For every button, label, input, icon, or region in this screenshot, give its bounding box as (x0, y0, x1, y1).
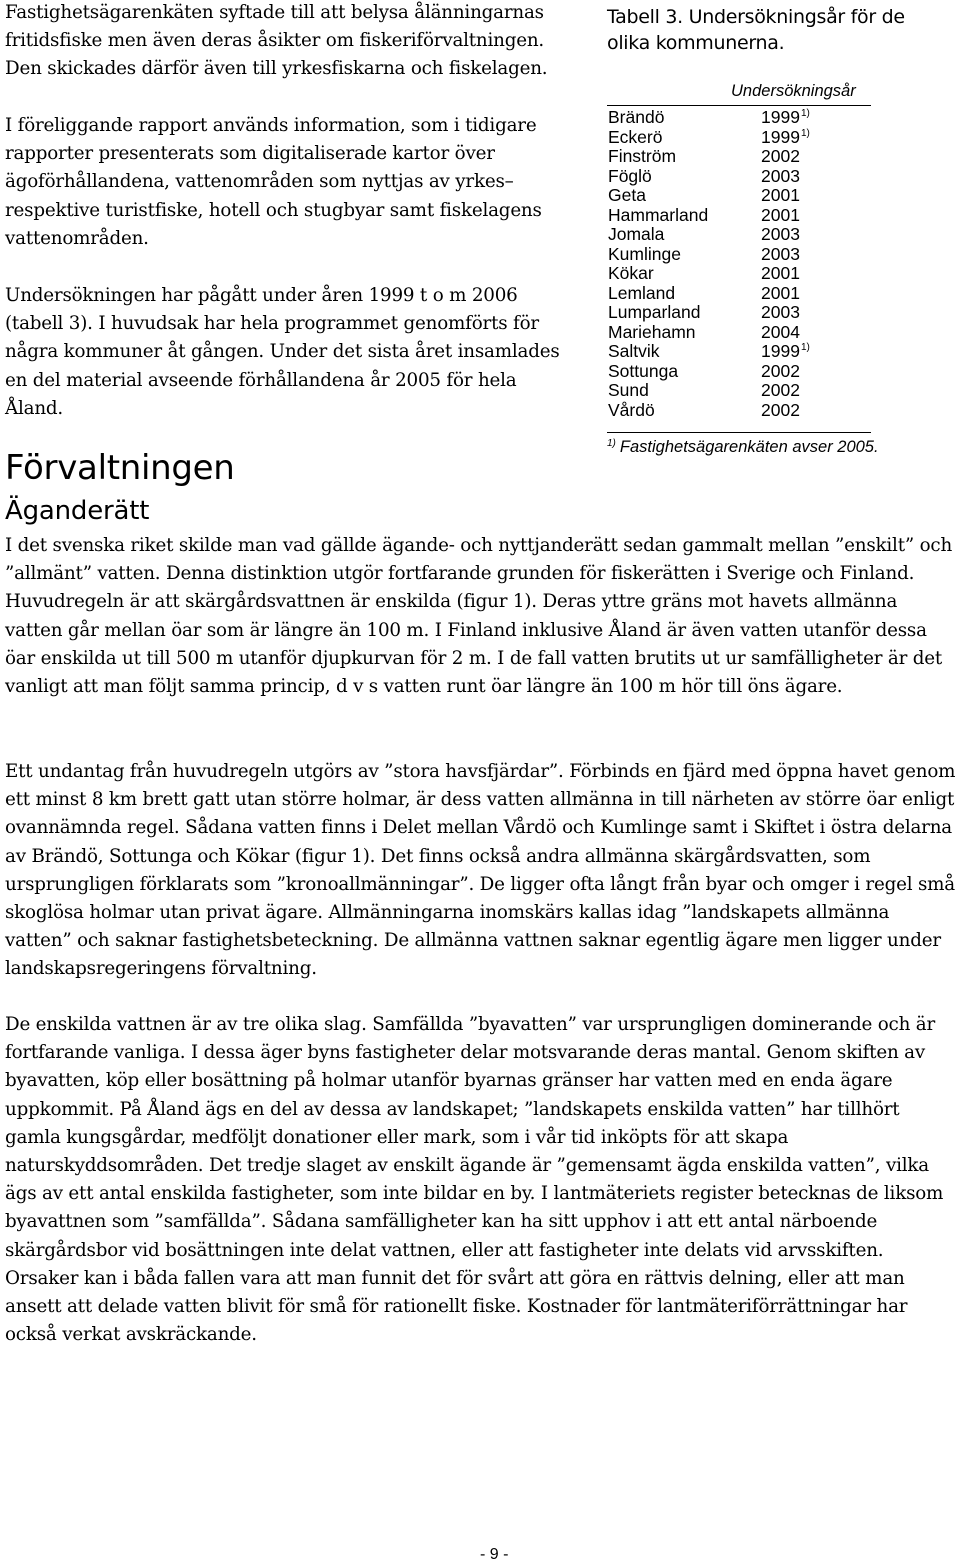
paragraph-private-waters: De enskilda vattnen är av tre olika slag. Samfällda ”byavatten” var ursprungligen dominerande och är fortfarande vanliga. I dessa äger byns fastigheter delar motsvarande deras mantal. Genom skiften av byavatten, köp eller bosättning på holmar utanför byarnas gränser har vatten med en enda ägare uppkommit. På Åland ägs en del av dessa av landskapet; ”landskapets enskilda vatten” har tillhört gamla kungsgårdar, medföljt donationer eller mark, som i vår tid inköpts för att skapa naturskyddsområden. Det tredje slaget av enskilt ägande är ”gemensamt ägda enskilda vatten”, vilka ägs av ett antal enskilda fastigheter, som inte bildar en by. I lantmäteriets register betecknas de liksom byavattnen som ”samfällda”. Sådana samfälligheter kan ha sitt upphov i att ett antal närboende skärgårdsbor vid bosättningen inte delat vattnen, eller att fastigheter inte delats vid arvsskiften. Orsaker kan i båda fallen vara att man funnit det för svårt att göra en rättvis delning, eller att man ansett att delade vatten blivit för små för rationellt fiske. Kostnader för lantmäteriförrättningar har också verkat avskräckande. (5, 1014, 944, 1346)
subsection-heading: Äganderätt (5, 496, 150, 526)
paragraph-ownership-rights: I det svenska riket skilde man vad gällde ägande- och nyttjanderätt sedan gammalt mellan ”enskilt” och ”allmänt” vatten. Denna distinktion utgör fortfarande grunden för fiskerätten i Sverige och Finland. Huvudregeln är att skärgårdsvattnen är enskilda (figur 1). Deras yttre gräns mot havets allmänna vatten går mellan öar som är längre än 100 m. I Finland inklusive Åland är även vatten utanför dessa öar enskilda ut till 500 m utanför djupkurvan för 2 m. I de fall vatten brutits ut ur samfälligheter är det vanligt att man följt samma princip, d v s vatten runt öar längre än 100 m hör till öns ägare. (5, 535, 953, 698)
table-caption: Tabell 3. Undersökningsår för de olika kommunerna. (607, 6, 905, 54)
table-survey-years (607, 4, 952, 456)
table-row (607, 361, 871, 381)
year-cell (761, 224, 800, 244)
year-value: 2003 (761, 165, 800, 186)
municipality-cell: Geta (608, 185, 646, 205)
footnote-mark: 1) (607, 438, 616, 449)
year-value: 2001 (761, 263, 800, 283)
municipality-cell: Hammarland (608, 204, 709, 225)
section-heading: Förvaltningen (5, 448, 235, 488)
table-row (607, 263, 871, 283)
municipality-cell: Finström (608, 146, 677, 166)
table-row (607, 146, 871, 166)
paragraph-survey-period: Undersökningen har pågått under åren 1999 t o m 2006 (tabell 3). I huvudsak har hela programmet genomförts för några kommuner åt gången. Under det sista året insamlades en del material avseende förhållandena år 2005 för hela Åland. (5, 285, 560, 419)
table-row (607, 400, 871, 420)
year-value: 2001 (761, 185, 800, 205)
page-number: - 9 - (480, 1546, 509, 1563)
year-cell (761, 380, 800, 400)
year-cell (761, 322, 800, 342)
municipality-cell: Kökar (608, 263, 654, 283)
table-row (607, 283, 871, 303)
table-row (607, 302, 871, 322)
municipality-cell: Jomala (608, 224, 665, 244)
municipality-cell: Eckerö (608, 126, 663, 147)
year-note-mark: 1) (800, 108, 810, 119)
table-row (607, 205, 871, 225)
year-cell (761, 166, 800, 186)
table-row (607, 127, 871, 147)
table-body (607, 107, 871, 419)
table-row (607, 244, 871, 264)
year-note-mark: 1) (800, 342, 810, 353)
municipality-cell: Brändö (608, 107, 665, 127)
municipality-cell: Lumparland (608, 302, 701, 322)
year-value: 1999 (761, 126, 800, 147)
year-cell (761, 400, 800, 420)
year-value: 2003 (761, 302, 800, 322)
year-value: 1999 (761, 107, 800, 127)
year-value: 2001 (761, 282, 800, 303)
year-note-mark: 1) (800, 127, 810, 139)
municipality-cell: Saltvik (608, 341, 660, 361)
paragraph-report-info: I föreliggande rapport används information, som i tidigare rapporter presenterats som digitaliserade kartor över ägoförhållandena, vattenområden som nyttjas av yrkes– respektive turistfiske, hotell och stugbyar samt fiskelagens vattenområden. (5, 115, 542, 249)
year-cell (761, 263, 800, 283)
year-cell (761, 361, 800, 381)
paragraph-exception: Ett undantag från huvudregeln utgörs av ”stora havsfjärdar”. Förbinds en fjärd med öppna havet genom ett minst 8 km brett gatt utan större holmar, är dess vatten allmänna in till närheten av större öar enligt ovannämnda regel. Sådana vatten finns i Delet mellan Vårdö och Kumlinge samt i Skiftet i östra delarna av Brändö, Sottunga och Kökar (figur 1). Det finns också andra allmänna skärgårdsvatten, som ursprungligen förklarats som ”kronoallmänningar”. De ligger ofta långt från byar och omger i regel små skoglösa holmar utan privat ägare. Allmänningarna inomskärs kallas idag ”landskapets allmänna vatten” och saknar fastighetsbeteckning. De allmänna vattnen saknar egentlig ägare men ligger under landskapsregeringens förvaltning. (5, 761, 956, 980)
table-row (607, 185, 871, 205)
year-value: 2002 (761, 146, 800, 166)
year-value: 2002 (761, 399, 800, 420)
year-value: 2003 (761, 224, 800, 244)
municipality-cell: Vårdö (608, 399, 655, 420)
table-row (607, 166, 871, 186)
year-value: 2002 (761, 380, 800, 400)
footnote-text: Fastighetsägarenkäten avser 2005. (619, 438, 879, 456)
paragraph-survey-intro: Fastighetsägarenkäten syftade till att belysa ålänningarnas fritidsfiske men även deras åsikter om fiskeriförvaltningen. Den skickades därför även till yrkesfiskarna och fiskelagen. (5, 2, 548, 80)
year-cell (761, 244, 800, 264)
table-row (607, 107, 871, 127)
municipality-cell: Kumlinge (608, 243, 681, 264)
year-value: 1999 (761, 341, 800, 361)
municipality-cell: Sottunga (608, 360, 679, 381)
year-cell (761, 205, 800, 225)
year-cell (761, 146, 800, 166)
municipality-cell: Mariehamn (608, 321, 696, 342)
year-cell (761, 185, 800, 205)
year-value: 2004 (761, 321, 800, 342)
table-row (607, 380, 871, 400)
year-value: 2002 (761, 360, 800, 381)
table-row (607, 322, 871, 342)
year-cell (761, 283, 800, 303)
table-top-rule (607, 105, 871, 106)
table-column-header: Undersökningsår (731, 82, 856, 100)
table-row (607, 224, 871, 244)
municipality-cell: Föglö (608, 165, 652, 186)
year-value: 2003 (761, 243, 800, 264)
table-footnote (607, 436, 879, 461)
table-bottom-rule (607, 432, 871, 433)
municipality-cell: Sund (608, 380, 649, 400)
year-value: 2001 (761, 204, 800, 225)
year-cell (761, 302, 800, 322)
table-row (607, 341, 871, 361)
municipality-cell: Lemland (608, 282, 676, 303)
